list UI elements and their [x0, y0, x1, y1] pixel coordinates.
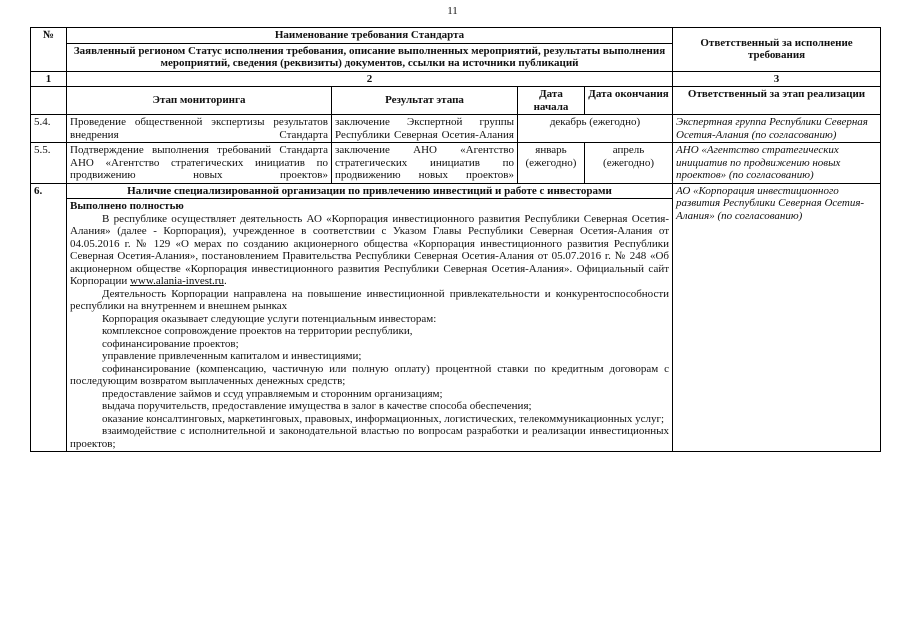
row-date: декабрь (ежегодно) [518, 115, 673, 143]
subheader-start: Дата начала [518, 87, 585, 115]
subheader-result: Результат этапа [332, 87, 518, 115]
row-stage: Подтверждение выполнения требований Стандарта АНО «Агентство стратегических инициатив по продвижению новых проектов» [67, 143, 332, 184]
subheader-stage-resp: Ответственный за этап реализации [673, 87, 881, 115]
section-6-title: Наличие специализированной организации по привлечению инвестиций и работе с инвесторами [67, 183, 673, 199]
table-row [31, 115, 881, 143]
list-item: выдача поручительств, предоставление имущества в залог в качестве способа обеспечения; [102, 400, 532, 412]
status-text: Выполнено полностью [70, 200, 184, 212]
section-6-responsible: АО «Корпорация инвестиционного развития Республики Северная Осетия-Алания» (по согласованию) [673, 183, 881, 452]
numbering-col-1: 1 [31, 71, 67, 87]
header-status: Заявленный регионом Статус исполнения требования, описание выполненных мероприятий, результаты выполнения мероприятий, сведения (реквизиты) документов, ссылки на источники публикаций [67, 43, 673, 71]
list-item: софинансирование (компенсацию, частичную или полную оплату) процентной ставки по кредитным договорам с последующим возвратом выплаченных денежных средств; [70, 362, 670, 387]
header-responsible: Ответственный за исполнение требования [673, 28, 881, 72]
row-start: январь (ежегодно) [518, 143, 585, 184]
row-responsible: Экспертная группа Республики Северная Осетия-Алания (по согласованию) [673, 115, 881, 143]
section-6-num: 6. [31, 183, 67, 452]
numbering-col-3: 3 [673, 71, 881, 87]
period: . [223, 275, 227, 287]
subheader-empty [31, 87, 67, 115]
header-num: № [31, 28, 67, 72]
standard-requirements-table [30, 27, 881, 452]
page-number: 11 [447, 5, 458, 17]
list-item: предоставление займов и ссуд управляемым и сторонним организациям; [102, 387, 443, 400]
section-6-title-row [31, 183, 881, 199]
list-item: оказание консалтинговых, маркетинговых, правовых, информационных, логистических, телекоммуникационных услуг; [102, 412, 665, 425]
row-result: заключение АНО «Агентство стратегических инициатив по продвижению новых проектов» [332, 143, 518, 184]
subheader-stage: Этап мониторинга [67, 87, 332, 115]
row-num: 5.4. [31, 115, 67, 143]
corporation-website-link[interactable]: www.alania-invest.ru [129, 275, 224, 287]
list-item: управление привлеченным капиталом и инвестициями; [102, 350, 362, 362]
paragraph-services-intro: Корпорация оказывает следующие услуги потенциальным инвесторам: [102, 312, 437, 325]
paragraph-corporation [70, 213, 669, 288]
paragraph-activity: Деятельность Корпорации направлена на повышение инвестиционной привлекательности и конкурентоспособности республики на внутреннем и внешнем рынках [70, 287, 670, 312]
row-responsible: АНО «Агентство стратегических инициатив по продвижению новых проектов» (по согласованию) [673, 143, 881, 184]
row-result: заключение Экспертной группы Республики Северная Осетия-Алания [332, 115, 518, 143]
section-6-body [67, 199, 673, 452]
paragraph-corporation-text: В республике осуществляет деятельность АО «Корпорация инвестиционного развития Республики Северная Осетия-Алания» (далее - Корпорация), учрежденное в соответствии с Указом Главы Республики Северная Осетия-Алания от 04.05.2016 г. № 129 «О мерах по созданию акционерного общества «Корпорация инвестиционного развития Республики Северная Осетия-Алания», постановлением Правительства Республики Северная Осетия-Алания от 05.07.2016 г. № 248 «Об акционерном обществе «Корпорация инвестиционного развития Республики Северная Осетия-Алания». Официальный сайт Корпорации [70, 212, 670, 287]
row-num: 5.5. [31, 143, 67, 184]
header-title: Наименование требования Стандарта [67, 28, 673, 44]
list-item: софинансирование проектов; [102, 337, 239, 350]
list-item: комплексное сопровождение проектов на территории республики, [102, 325, 413, 337]
subheader-end: Дата окончания [585, 87, 673, 115]
numbering-col-2: 2 [67, 71, 673, 87]
numbering-row [31, 71, 881, 87]
row-stage: Проведение общественной экспертизы результатов внедрения Стандарта [67, 115, 332, 143]
table-row [31, 143, 881, 184]
row-end: апрель (ежегодно) [585, 143, 673, 184]
header-row-1 [31, 28, 881, 44]
subheader-row [31, 87, 881, 115]
list-item: взаимодействие с исполнительной и законодательной властью по вопросам разработки и реализации инвестиционных проектов; [70, 425, 670, 450]
